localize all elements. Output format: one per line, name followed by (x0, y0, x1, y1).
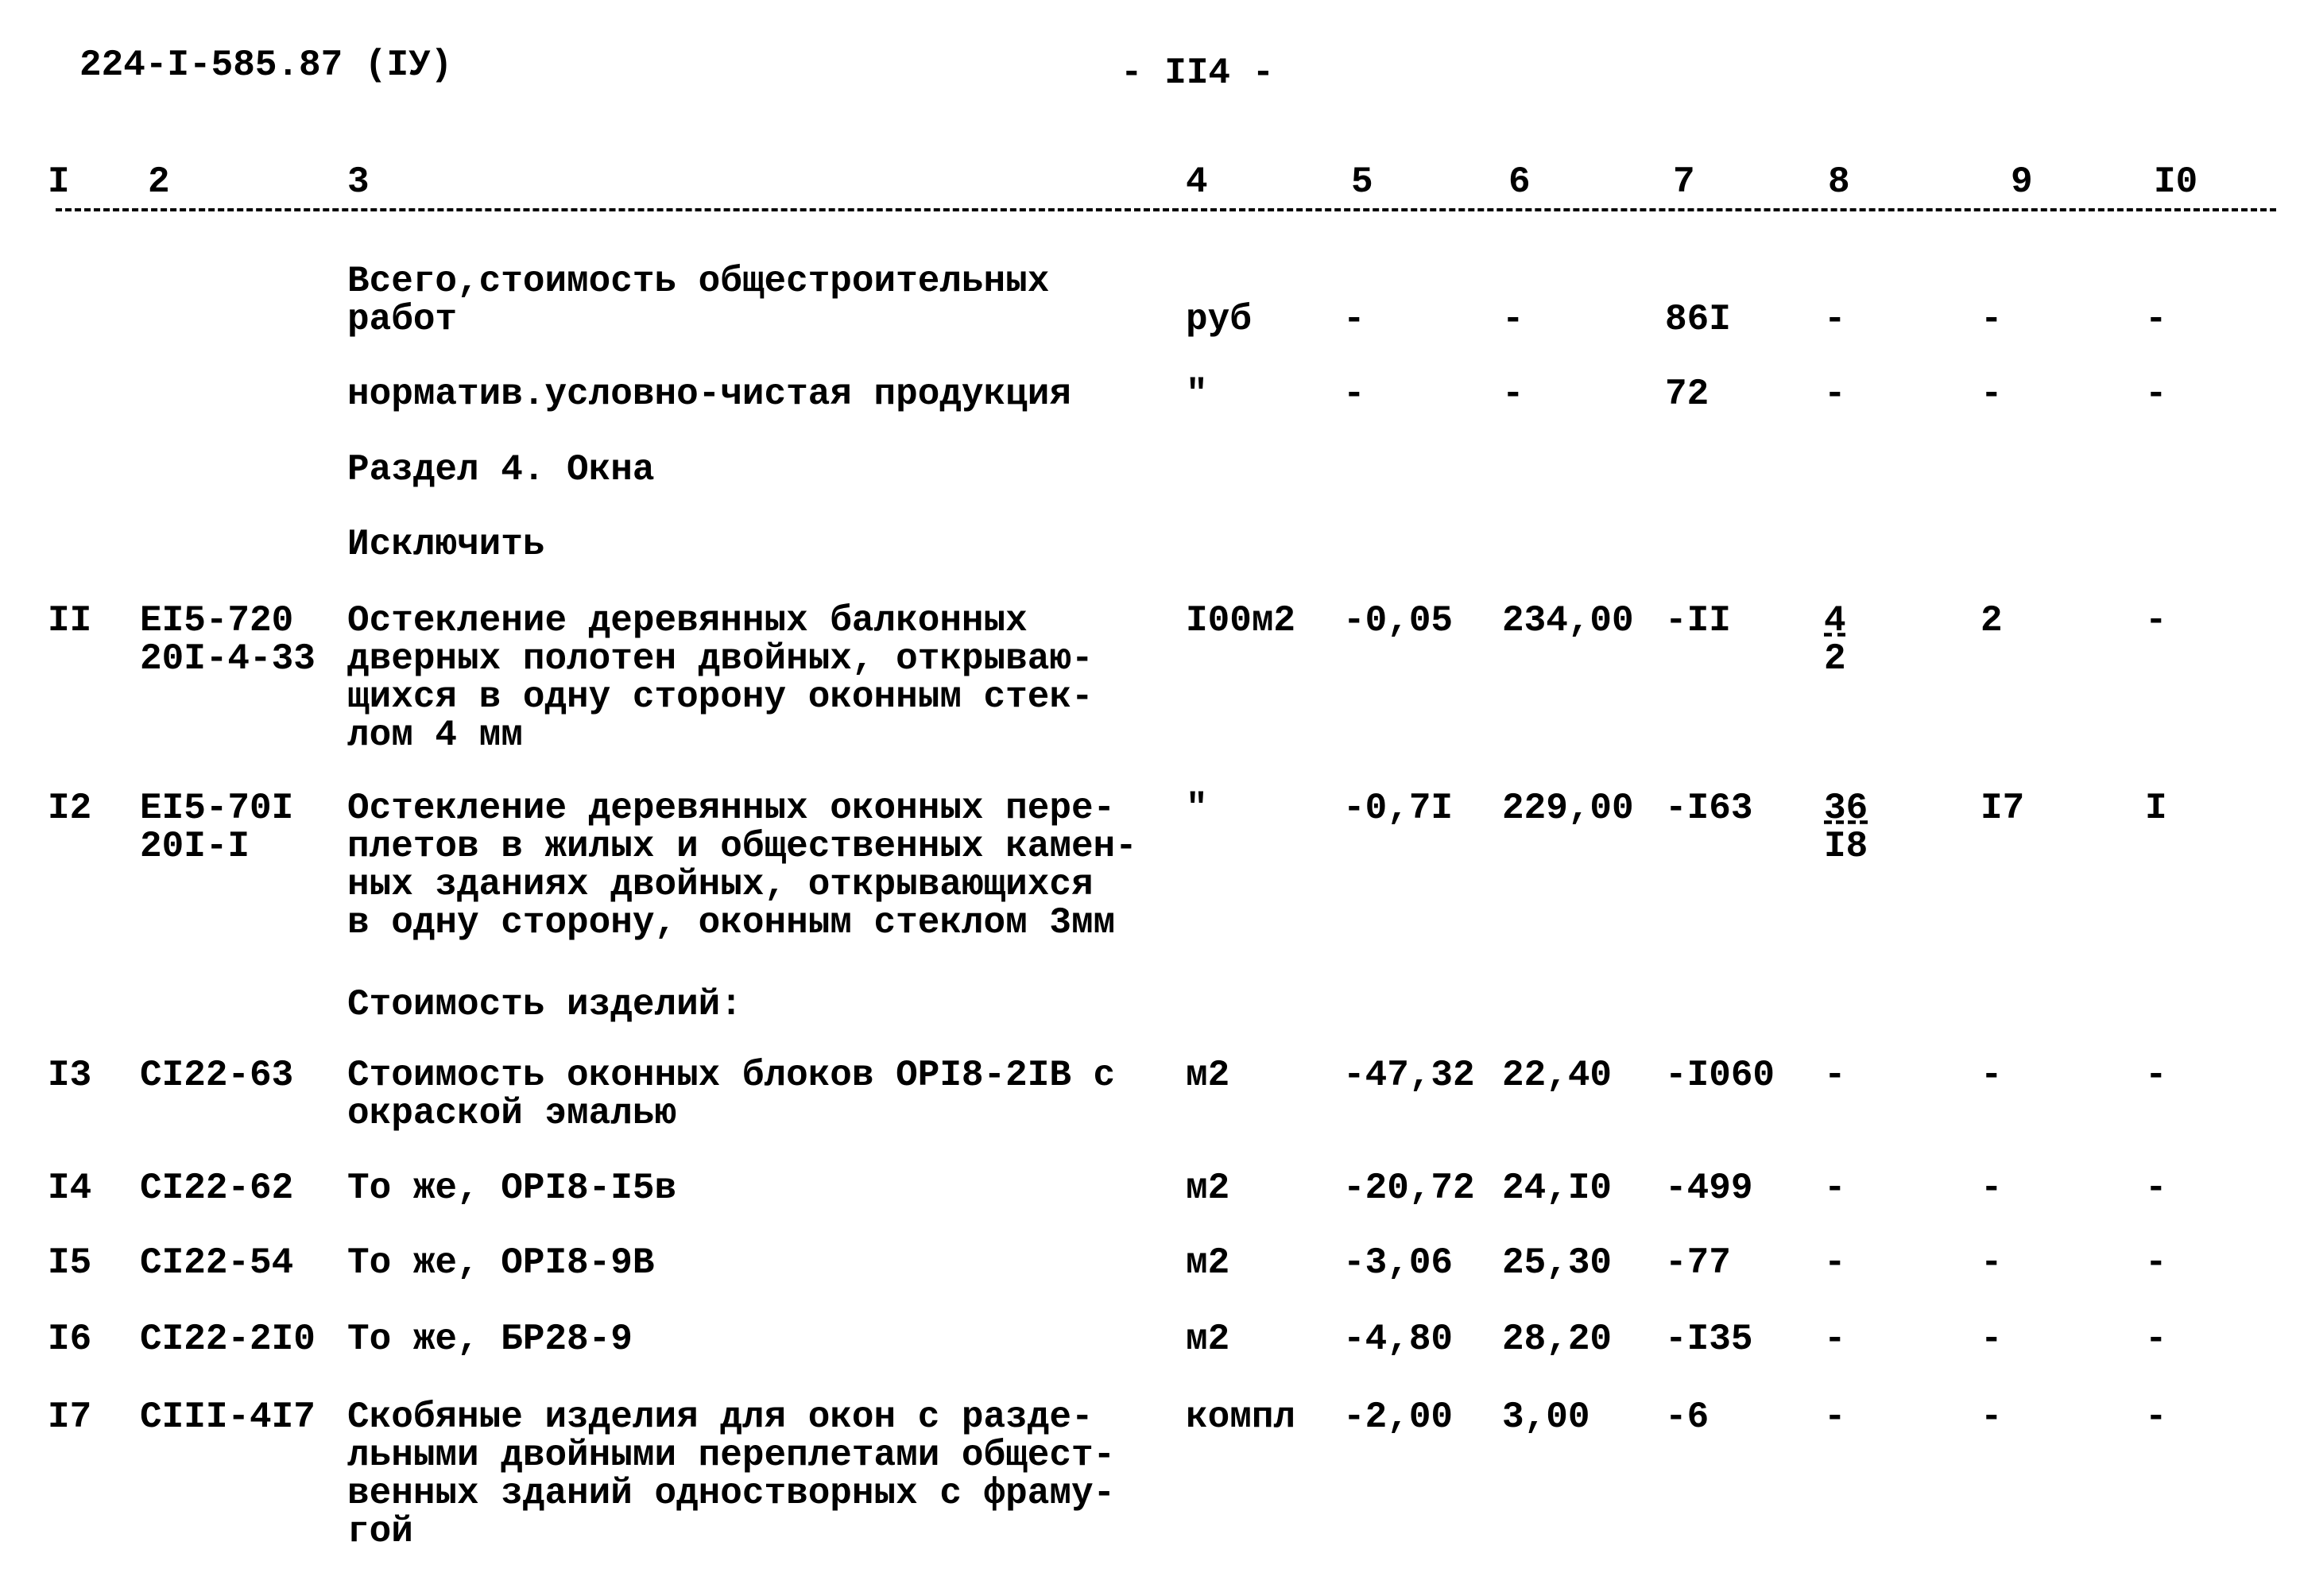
row-number: I4 (48, 1168, 92, 1209)
fraction-numerator: 36 (1824, 788, 1868, 829)
machine-cost: - (1981, 1242, 2003, 1284)
quantity: -3,06 (1343, 1242, 1454, 1284)
unit-price: - (1502, 374, 1524, 415)
column-10-value: I (2145, 788, 2167, 829)
description: То же, БР28-9 (347, 1319, 633, 1360)
fraction-denominator: 2 (1824, 638, 1846, 680)
column-header: 2 (148, 161, 170, 203)
page-number: - II4 - (1121, 52, 1275, 94)
description: Исключить (347, 524, 545, 565)
wages: - (1824, 1242, 1846, 1284)
unit: компл (1186, 1396, 1296, 1438)
total-cost: -77 (1665, 1242, 1731, 1284)
unit-price: - (1502, 299, 1524, 340)
column-10-value: - (2145, 600, 2167, 641)
column-10-value: - (2145, 1319, 2167, 1360)
wages: - (1824, 1396, 1846, 1438)
column-header: 7 (1673, 161, 1695, 203)
machine-cost: - (1981, 1319, 2003, 1360)
total-cost: 86I (1665, 299, 1731, 340)
unit-price: 22,40 (1502, 1055, 1613, 1096)
fraction-numerator: 4 (1824, 600, 1846, 641)
wages: - (1824, 1055, 1846, 1096)
column-header: 8 (1828, 161, 1850, 203)
column-header: 6 (1508, 161, 1531, 203)
column-header: 3 (347, 161, 370, 203)
column-header: I (48, 161, 70, 203)
machine-cost: - (1981, 1168, 2003, 1209)
unit: " (1186, 374, 1208, 415)
row-number: I6 (48, 1319, 92, 1360)
quantity: -0,7I (1343, 788, 1454, 829)
wage-fraction (1824, 789, 1868, 866)
unit-price: 229,00 (1502, 788, 1634, 829)
header-divider (56, 208, 2276, 211)
unit: руб (1186, 299, 1252, 340)
total-cost: -499 (1665, 1168, 1753, 1209)
column-header: I0 (2154, 161, 2198, 203)
unit-price: 25,30 (1502, 1242, 1613, 1284)
column-header: 5 (1351, 161, 1373, 203)
column-10-value: - (2145, 1242, 2167, 1284)
quantity: -47,32 (1343, 1055, 1475, 1096)
rate-code: CI22-63 (140, 1055, 294, 1096)
description: Раздел 4. Окна (347, 449, 655, 490)
description: Остекление деревянных оконных пере- плетов в жилых и общественных камен- ных зданиях двойных, открывающихся в одну сторону, оконным стеклом 3мм (347, 788, 1137, 943)
quantity: -20,72 (1343, 1168, 1475, 1209)
description: Стоимость оконных блоков ОРI8-2IВ с окраской эмалью (347, 1055, 1116, 1134)
unit: I00м2 (1186, 600, 1296, 641)
machine-cost: - (1981, 1055, 2003, 1096)
quantity: -0,05 (1343, 600, 1454, 641)
total-cost: -I63 (1665, 788, 1753, 829)
wages: - (1824, 1168, 1846, 1209)
unit-price: 28,20 (1502, 1319, 1613, 1360)
machine-cost: - (1981, 1396, 2003, 1438)
rate-code: EI5-70I 20I-I (140, 788, 294, 867)
column-10-value: - (2145, 1055, 2167, 1096)
machine-cost: - (1981, 299, 2003, 340)
description: Скобяные изделия для окон с разде- льными двойными переплетами общест- венных зданий одностворных с фраму- гой (347, 1396, 1116, 1552)
description: То же, ОРI8-9В (347, 1242, 655, 1284)
quantity: - (1343, 374, 1365, 415)
unit: м2 (1186, 1242, 1230, 1284)
rate-code: CI22-54 (140, 1242, 294, 1284)
total-cost: 72 (1665, 374, 1710, 415)
column-10-value: - (2145, 374, 2167, 415)
total-cost: -II (1665, 600, 1731, 641)
row-number: I2 (48, 788, 92, 829)
machine-cost: - (1981, 374, 2003, 415)
row-number: II (48, 600, 92, 641)
machine-cost: I7 (1981, 788, 2025, 829)
document-code: 224-I-585.87 (IУ) (79, 45, 453, 86)
description: То же, ОРI8-I5в (347, 1168, 677, 1209)
unit: м2 (1186, 1319, 1230, 1360)
description: Стоимость изделий: (347, 984, 742, 1025)
row-number: I5 (48, 1242, 92, 1284)
total-cost: -I060 (1665, 1055, 1775, 1096)
quantity: -2,00 (1343, 1396, 1454, 1438)
fraction-denominator: I8 (1824, 826, 1868, 867)
description: Остекление деревянных балконных дверных полотен двойных, открываю- щихся в одну сторону оконным стек- лом 4 мм (347, 600, 1094, 756)
quantity: - (1343, 299, 1365, 340)
unit: " (1186, 788, 1208, 829)
unit: м2 (1186, 1055, 1230, 1096)
rate-code: CI22-62 (140, 1168, 294, 1209)
rate-code: EI5-720 20I-4-33 (140, 600, 316, 680)
wages: - (1824, 1319, 1846, 1360)
column-header: 4 (1186, 161, 1208, 203)
machine-cost: 2 (1981, 600, 2003, 641)
wages: - (1824, 374, 1846, 415)
wage-fraction (1824, 602, 1846, 678)
total-cost: -6 (1665, 1396, 1710, 1438)
unit-price: 24,I0 (1502, 1168, 1613, 1209)
quantity: -4,80 (1343, 1319, 1454, 1360)
rate-code: CIII-4I7 (140, 1396, 316, 1438)
column-10-value: - (2145, 1168, 2167, 1209)
total-cost: -I35 (1665, 1319, 1753, 1360)
unit: м2 (1186, 1168, 1230, 1209)
description: Всего,стоимость общестроительных работ (347, 261, 1050, 340)
column-10-value: - (2145, 1396, 2167, 1438)
description: норматив.условно-чистая продукция (347, 374, 1071, 415)
unit-price: 3,00 (1502, 1396, 1590, 1438)
column-header: 9 (2011, 161, 2033, 203)
unit-price: 234,00 (1502, 600, 1634, 641)
column-10-value: - (2145, 299, 2167, 340)
row-number: I3 (48, 1055, 92, 1096)
row-number: I7 (48, 1396, 92, 1438)
rate-code: CI22-2I0 (140, 1319, 316, 1360)
wages: - (1824, 299, 1846, 340)
